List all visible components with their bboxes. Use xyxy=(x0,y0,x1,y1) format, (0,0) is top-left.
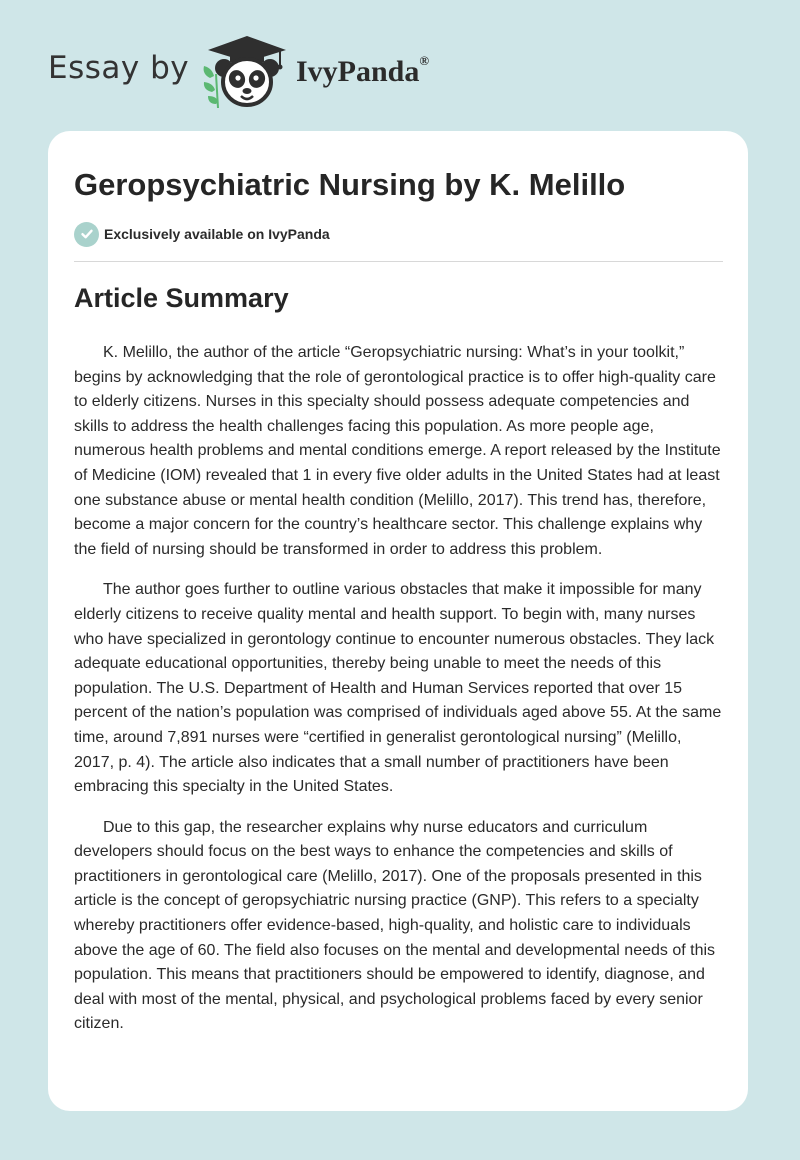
section-heading: Article Summary xyxy=(74,283,289,313)
check-circle-icon xyxy=(74,222,99,247)
ivy-leaf-icon xyxy=(204,66,218,108)
site-header xyxy=(48,30,548,110)
paragraph-3: Due to this gap, the researcher explains why nurse educators and curriculum developers should focus on the best ways to enhance the competencies and skills of practitioners in gerontological care (Melillo, 2017). One of the proposals presented in this article is the concept of geropsychiatric nursing practice (GNP). This refers to a specialty whereby practitioners offer evidence-based, high-quality, and holistic care to individuals above the age of 60. The field also focuses on the mental and developmental needs of this population. This means that practitioners should be empowered to identify, diagnose, and deal with most of the mental, physical, and psychological problems faced by every senior citizen. xyxy=(74,818,716,1033)
article-body xyxy=(74,341,722,1053)
page-title: Geropsychiatric Nursing by K. Melillo xyxy=(74,167,626,202)
article-card xyxy=(48,131,748,1111)
trademark-symbol: ® xyxy=(419,53,430,68)
divider xyxy=(74,261,723,262)
panda-graduate-icon[interactable] xyxy=(200,34,294,110)
paragraph-2: The author goes further to outline various obstacles that make it impossible for many elderly citizens to receive quality mental and health support. To begin with, many nurses who have specialized in gerontology continue to encounter numerous obstacles. They lack adequate educational opportunities, thereby being unable to meet the needs of this population. The U.S. Department of Health and Human Services reported that over 15 percent of the nation’s population was comprised of individuals aged above 55. At the same time, around 7,891 nurses were “certified in generalist gerontological nursing” (Melillo, 2017, p. 4). The article also indicates that a small number of practitioners have been embracing this specialty in the United States. xyxy=(74,581,722,796)
brand-name[interactable]: IvyPanda® xyxy=(296,53,430,88)
badge-text: Exclusively available on IvyPanda xyxy=(104,226,330,242)
paragraph-1: K. Melillo, the author of the article “Geropsychiatric nursing: What’s in your toolkit,” begins by acknowledging that the role of gerontological practice is to offer high-quality care to elderly citizens. Nurses in this specialty should possess adequate competencies and skills to address the health challenges facing this population. As more people age, numerous health problems and mental conditions emerge. A report released by the Institute of Medicine (IOM) revealed that 1 in every five older adults in the United States had at least one substance abuse or mental health condition (Melillo, 2017). This trend has, therefore, become a major concern for the country’s healthcare sector. This challenge explains why the field of nursing should be transformed in order to address this problem. xyxy=(74,344,721,558)
exclusive-badge xyxy=(74,221,330,247)
essay-by-label: Essay by xyxy=(48,50,190,86)
